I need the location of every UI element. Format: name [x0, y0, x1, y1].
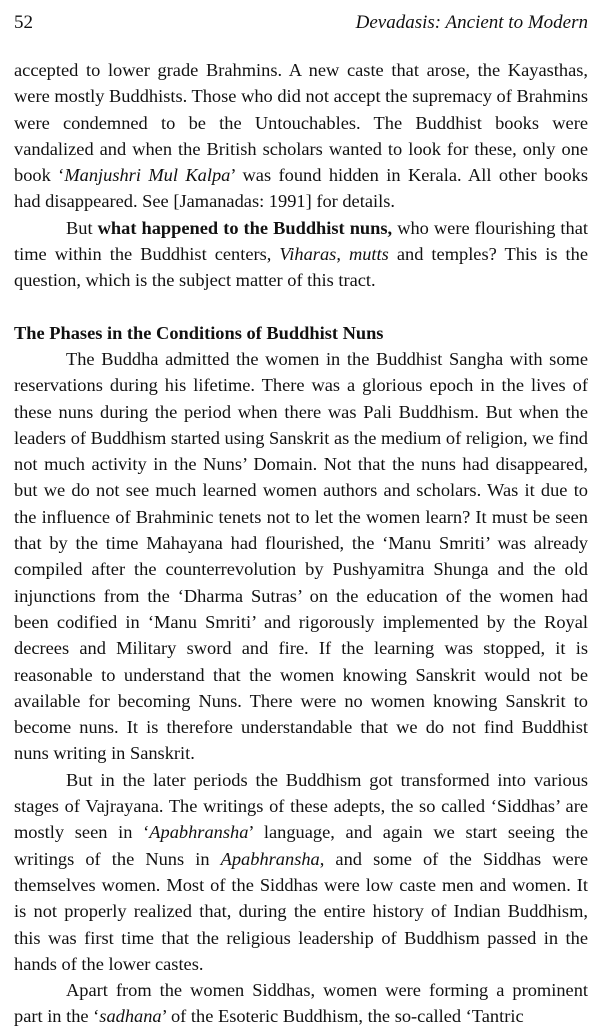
paragraph-2-italic-mutts: mutts — [348, 244, 389, 265]
paragraph-4-italic-apabhransha-2: Apabhransha — [220, 848, 320, 869]
paragraph-2-text-d: and temples? This is the question, which is the subject matter of this tract. — [14, 244, 588, 291]
paragraph-5 — [14, 977, 588, 1030]
paragraph-2-bold-phrase: what happened to the Buddhist nuns, — [97, 217, 393, 238]
paragraph-3: The Buddha admitted the women in the Buddhist Sangha with some reservations during his lifetime. There was a glorious epoch in the lives of these nuns during the period when there was Pali Buddhism. But when the leaders of Buddhism started using Sanskrit as the medium of religion, we find not much activity in the Nuns’ Domain. Not that the nuns had disappeared, but we do not see much learned women authors and scholars. Was it due to the influence of Brahminic tenets not to let the women learn? It must be seen that by the time Mahayana had flourished, the ‘Manu Smriti’ was already compiled after the counterrevolution by Pushyamitra Shunga and the old injunctions from the ‘Dharma Sutras’ on the education of the women had been codified in ‘Manu Smriti’ and rigorously implemented by the Royal decrees and Military sword and fire. If the learning was stopped, it is reasonable to understand that the women knowing Sanskrit would not be available for becoming Nuns. There were no women knowing Sanskrit to become nuns. It is therefore understandable that we do not find Buddhist nuns writing in Sanskrit. — [14, 348, 588, 764]
paragraph-5-italic-sadhana: sadhana — [99, 1006, 162, 1027]
paragraph-4-text-a: But in the later periods the Buddhism got transformed into various stages of Vajrayana. The writings of these adepts, the so called ‘Siddhas’ are mostly seen in ‘ — [14, 769, 588, 843]
section-spacer — [14, 294, 588, 320]
paragraph-2-text-b: who were flourishing that time within the Buddhist centers, — [14, 217, 588, 265]
paragraph-5-text-b: ’ of the Esoteric Buddhism, the so-called ‘Tantric — [161, 1006, 524, 1027]
body-text — [14, 57, 588, 1030]
paragraph-2-text-c: , — [336, 244, 349, 265]
paragraph-4-text-b: ’ language, and again we start seeing the writings of the Nuns in — [14, 822, 588, 869]
paragraph-1-text-b: ’ was found hidden in Kerala. All other books had disappeared. See [Jamanadas: 1991] for details. — [14, 165, 588, 212]
book-page — [14, 0, 588, 1031]
page-number: 52 — [14, 12, 33, 33]
paragraph-2 — [14, 215, 588, 294]
section-heading: The Phases in the Conditions of Buddhist Nuns — [14, 322, 384, 343]
paragraph-1-book-title: Manjushri Mul Kalpa — [64, 165, 231, 186]
page-header — [14, 12, 588, 38]
paragraph-5-text-a: Apart from the women Siddhas, women were forming a prominent part in the ‘ — [14, 980, 588, 1027]
paragraph-4-text-c: , and some of the Siddhas were themselves women. Most of the Siddhas were low caste men and women. It is not properly realized that, during the entire history of Indian Buddhism, this was first time that the religious leadership of Buddhism passed in the hands of the lower castes. — [14, 848, 588, 974]
paragraph-2-italic-viharas: Viharas — [279, 244, 337, 265]
paragraph-2-text-a: But — [66, 217, 98, 238]
paragraph-4-italic-apabhransha-1: Apabhransha — [149, 822, 249, 843]
running-title: Devadasis: Ancient to Modern — [355, 12, 588, 33]
paragraph-1 — [14, 57, 588, 215]
paragraph-4 — [14, 767, 588, 977]
paragraph-1-text-a: accepted to lower grade Brahmins. A new caste that arose, the Kayasthas, were mostly Buddhists. Those who did not accept the supremacy of Brahmins were condemned to be the Untouchables. The Buddhist books were vandalized and when the British scholars wanted to look for these, only one book ‘ — [14, 60, 588, 186]
